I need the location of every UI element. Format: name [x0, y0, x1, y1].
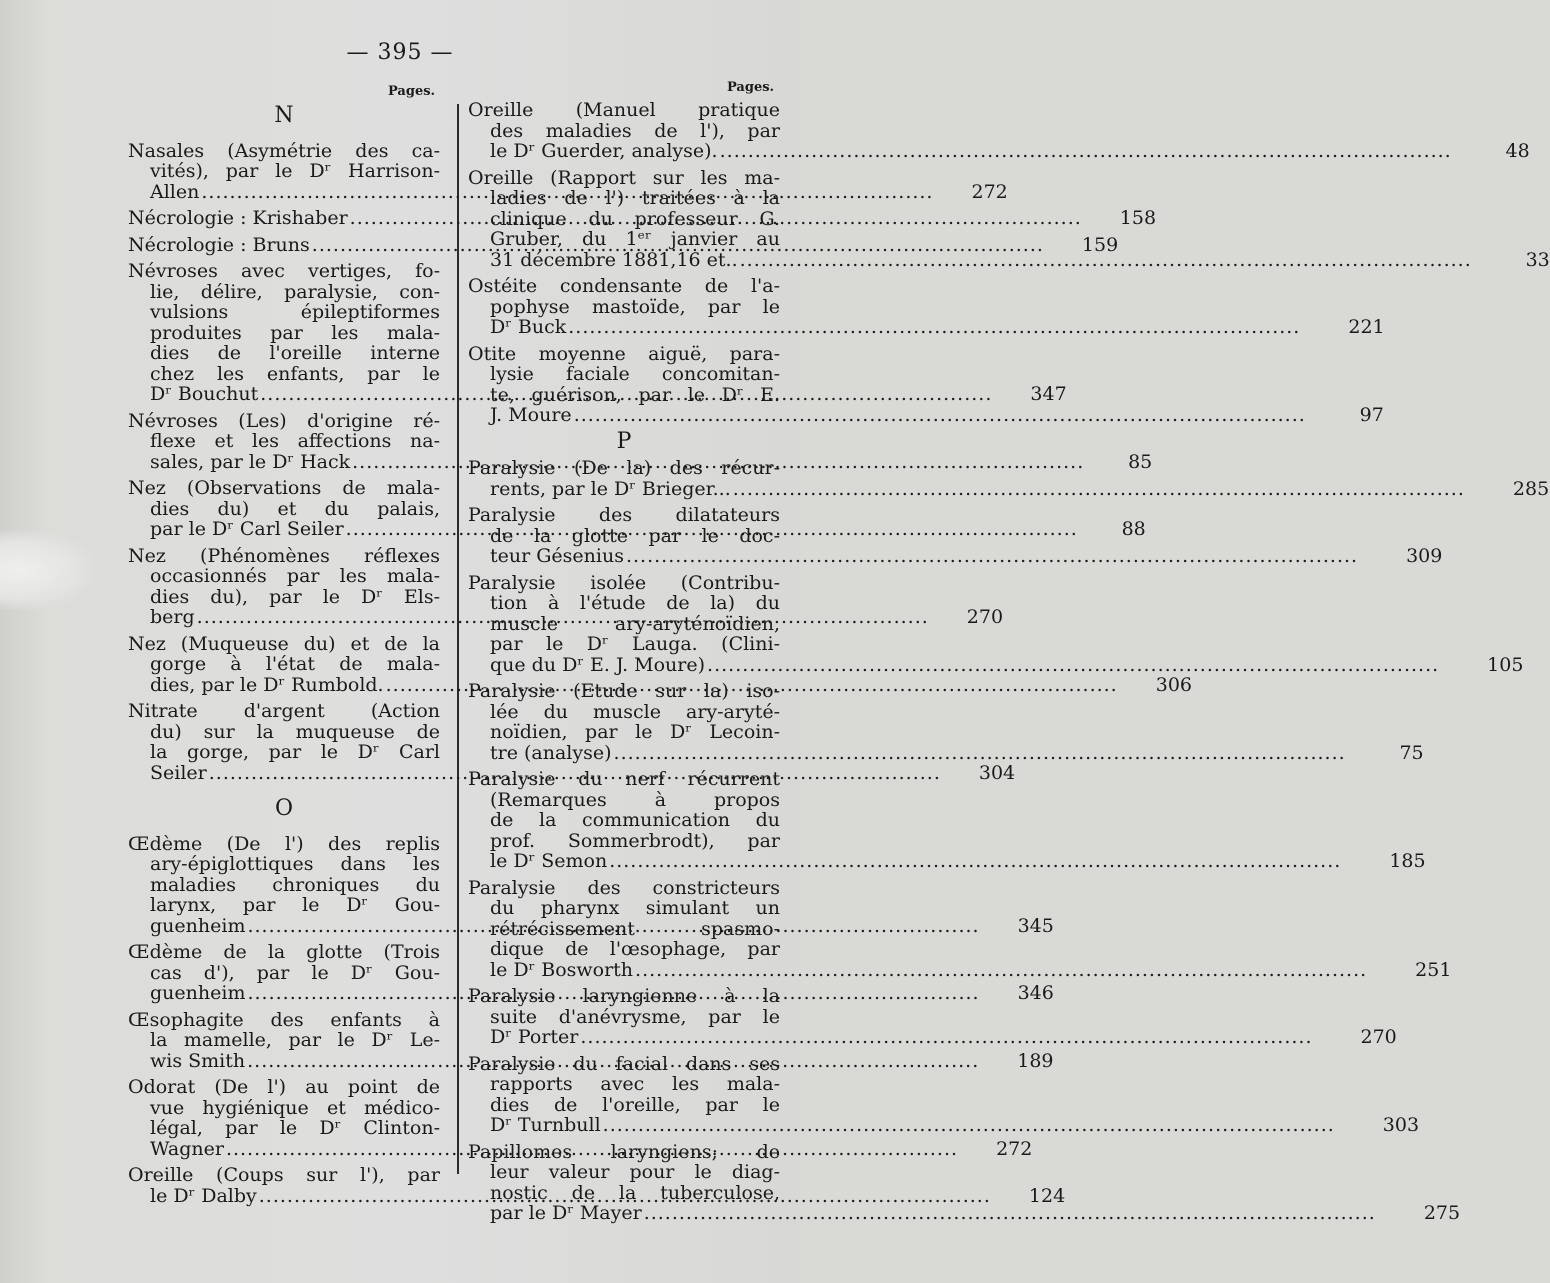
entry-text: te, guérison, par le Dʳ E. [490, 383, 780, 406]
entry-line [128, 654, 440, 675]
entry-text: Œsophagite des enfants à [128, 1008, 440, 1031]
entry-line [128, 875, 440, 896]
entry-text: (Remarques à propos [490, 788, 780, 811]
entry-line [128, 141, 440, 162]
entry-line [468, 545, 1443, 567]
entry-page-number: 124 [1028, 1184, 1066, 1207]
entry-line [468, 1202, 1461, 1224]
entry-line [128, 478, 440, 499]
entry-text: vulsions épileptiformes [150, 301, 440, 323]
entry-line [468, 1142, 780, 1163]
entry-page-number: 347 [1030, 383, 1067, 405]
entry-text: Seiler [150, 761, 207, 784]
entry-text: dies, par le Dʳ Rumbold. [150, 673, 384, 696]
entry-line [128, 895, 440, 916]
entry-page-number: 48 [1505, 140, 1530, 162]
entry-line [468, 653, 1524, 676]
entry-text: par le Dʳ Lauga. (Clini- [490, 633, 780, 655]
entry-text: dies du), par le Dʳ Els- [150, 585, 440, 608]
entry-page-number: 306 [1155, 673, 1192, 696]
section-letter-n: N [274, 103, 294, 128]
entry-line [468, 229, 780, 250]
entry-line [128, 587, 440, 608]
entry-page-number: 85 [1128, 450, 1153, 473]
entry-page-number: 97 [1359, 404, 1384, 426]
entry-line [468, 100, 780, 121]
entry-line [468, 573, 780, 594]
entry-line [468, 681, 780, 702]
entry-text: noïdien, par le Dʳ Lecoin- [490, 721, 780, 743]
entry-line [468, 209, 780, 230]
entry-text: le Dʳ Dalby [150, 1184, 257, 1207]
paper-stain [0, 530, 95, 610]
index-entry [468, 275, 1385, 338]
entry-text: Oreille (Coups sur l'), par [128, 1164, 440, 1186]
entry-line [128, 499, 440, 520]
entry-text: berg [150, 606, 195, 628]
entry-text: Oreille (Manuel pratique [468, 99, 780, 121]
entry-text: Otite moyenne aiguë, para- [468, 342, 780, 365]
entry-text: tion à l'étude de la) du [490, 592, 780, 614]
entry-text: Paralysie (Etude sur la) iso- [468, 680, 780, 702]
entry-text: tre (analyse) [490, 741, 612, 764]
entry-page-number: 75 [1399, 741, 1424, 764]
entry-page-number: 309 [1406, 545, 1443, 567]
entry-text: ary-épiglottiques dans les [150, 853, 440, 875]
entry-text: vités), par le Dʳ Harrison- [150, 160, 440, 182]
entry-line [468, 986, 780, 1007]
column-divider [457, 104, 459, 1174]
entry-line [128, 963, 440, 984]
entry-line [128, 722, 440, 743]
entry-text: guenheim [150, 914, 246, 937]
entry-line [468, 790, 780, 811]
entry-text: la mamelle, par le Dʳ Le- [150, 1029, 440, 1051]
entry-line [128, 282, 440, 303]
entry-line [128, 364, 440, 385]
entry-text: Papillomes laryngiens; de [468, 1140, 780, 1163]
entry-line [468, 919, 780, 940]
entry-text: dies du) et du palais, [150, 497, 440, 520]
entry-text: Dʳ Turnbull [490, 1114, 601, 1136]
entry-line [128, 161, 440, 182]
entry-text: leur valeur pour le diag- [490, 1161, 780, 1183]
entry-line [128, 343, 440, 364]
entry-page-number: 346 [1017, 982, 1054, 1004]
entry-text: rétrécissement spasmo- [490, 917, 780, 940]
leader-dots [574, 405, 1306, 426]
entry-page-number: 33 [1525, 248, 1550, 271]
entry-line [468, 140, 1530, 162]
leader-dots [635, 960, 1367, 981]
leader-dots [720, 141, 1452, 162]
entry-line [128, 742, 440, 763]
entry-text: Paralysie laryngienne à la [468, 985, 780, 1007]
entry-text: Paralysie du nerf récurrent [468, 768, 780, 790]
entry-text: lysie faciale concomitan- [490, 363, 780, 385]
entry-page-number: 304 [978, 761, 1016, 784]
entry-text: rapports avec les mala- [490, 1073, 780, 1095]
entry-line [468, 276, 780, 297]
pages-label-left: Pages. [388, 84, 436, 99]
entry-text: clinique du professeur G. [490, 207, 780, 230]
entry-text: Nasales (Asymétrie des ca- [128, 139, 440, 162]
entry-line [128, 261, 440, 282]
entry-text: rents, par le Dʳ Brieger... [490, 477, 731, 500]
leader-dots [580, 1027, 1312, 1048]
entry-page-number: 285 [1512, 477, 1550, 500]
entry-line [128, 431, 440, 452]
entry-text: Gruber, du 1ᵉʳ janvier au [490, 228, 780, 250]
entry-line [468, 1095, 780, 1116]
entry-line [468, 316, 1385, 338]
entry-line [468, 1114, 1420, 1136]
entry-text: Dʳ Bouchut [150, 383, 259, 405]
entry-text: Névroses avec vertiges, fo- [128, 260, 440, 282]
index-entry [468, 457, 1550, 500]
entry-text: du pharynx simulant un [490, 897, 780, 919]
entry-text: de la communication du [490, 809, 780, 831]
entry-line [468, 831, 780, 852]
entry-text: Ostéite condensante de l'a- [468, 275, 780, 297]
leader-dots [733, 479, 1465, 500]
entry-line [468, 850, 1426, 872]
leader-dots [707, 655, 1439, 676]
entry-text: ladies de l') traitées à la [490, 187, 780, 209]
entry-text: Paralysie (De la) des récur- [468, 457, 780, 479]
entry-page-number: 303 [1382, 1114, 1420, 1136]
entry-page-number: 185 [1389, 850, 1426, 872]
entry-text: de la glotte par le doc- [490, 524, 780, 547]
entry-page-number: 105 [1487, 653, 1524, 676]
entry-line [468, 741, 1424, 764]
entry-line [128, 701, 440, 722]
entry-text: 31 décembre 1881,16 et.. [490, 248, 738, 271]
entry-line [128, 854, 440, 875]
leader-dots [568, 317, 1300, 338]
entry-line [128, 1165, 440, 1186]
entry-line [128, 566, 440, 587]
entry-page-number: 251 [1415, 958, 1452, 981]
entry-line [468, 505, 780, 526]
entry-text: dies de l'oreille, par le [490, 1093, 780, 1116]
section-letter-o: O [274, 796, 294, 821]
entry-line [468, 722, 780, 743]
section-letter-p: P [616, 428, 632, 454]
entry-text: guenheim [150, 982, 246, 1004]
entry-text: Nez (Phénomènes réflexes [128, 544, 440, 567]
entry-text: wis Smith [150, 1049, 246, 1072]
entry-text: Nécrologie : Bruns [128, 233, 310, 256]
entry-text: flexe et les affections na- [150, 430, 440, 452]
entry-text: dies de l'oreille interne [150, 342, 440, 364]
entry-line [128, 1098, 440, 1119]
entry-page-number: 158 [1119, 207, 1157, 229]
leader-dots [609, 851, 1341, 872]
entry-line [468, 939, 780, 960]
entry-text: Nez (Muqueuse du) et de la [128, 632, 440, 655]
entry-line [468, 1162, 780, 1183]
entry-line [128, 546, 440, 567]
entry-text: légal, par le Dʳ Clinton- [150, 1117, 440, 1139]
entry-text: larynx, par le Dʳ Gou- [150, 894, 440, 916]
entry-line [468, 898, 780, 919]
entry-line [128, 411, 440, 432]
entry-page-number: 272 [971, 180, 1008, 203]
entry-text: maladies chroniques du [150, 873, 440, 896]
entry-line [468, 1026, 1397, 1048]
entry-line [468, 593, 780, 614]
entry-text: J. Moure [490, 404, 572, 426]
entry-text: Oreille (Rapport sur les ma- [468, 166, 780, 189]
entry-text: Allen [150, 180, 200, 203]
entry-line [128, 1010, 440, 1031]
entry-text: Paralysie des dilatateurs [468, 504, 780, 526]
entry-line [468, 769, 780, 790]
entry-page-number: 275 [1423, 1202, 1461, 1224]
pages-label-right: Pages. [727, 80, 775, 95]
entry-text: Paralysie du facial dans ses [468, 1052, 780, 1075]
entry-line [468, 526, 780, 547]
entry-line [468, 1074, 780, 1095]
entry-line [468, 248, 1550, 271]
entry-text: prof. Sommerbrodt), par [490, 829, 780, 852]
entry-line [468, 634, 780, 655]
entry-text: Odorat (De l') au point de [128, 1076, 440, 1098]
entry-text: lie, délire, paralysie, con- [150, 280, 440, 303]
entry-text: Nez (Observations de mala- [128, 477, 440, 499]
entry-text: suite d'anévrysme, par le [490, 1005, 780, 1028]
entry-text: Paralysie isolée (Contribu- [468, 571, 780, 594]
entry-text: le Dʳ Bosworth [490, 958, 634, 981]
page-number: — 395 — [346, 40, 454, 65]
entry-text: le Dʳ Guerder, analyse). [490, 140, 718, 162]
entry-line [468, 1054, 780, 1075]
entry-line [468, 344, 780, 365]
entry-line [468, 1007, 780, 1028]
entry-page-number: 88 [1121, 518, 1146, 540]
entry-line [468, 404, 1384, 426]
entry-line [128, 634, 440, 655]
entry-text: pophyse mastoïde, par le [490, 295, 780, 318]
entry-text: occasionnés par les mala- [150, 565, 440, 587]
entry-text: Wagner [150, 1137, 224, 1160]
entry-text: Névroses (Les) d'origine ré- [128, 409, 440, 432]
entry-line [468, 477, 1550, 500]
entry-line [128, 942, 440, 963]
entry-line [128, 834, 440, 855]
entry-text: Dʳ Buck [490, 316, 567, 338]
entry-line [468, 614, 780, 635]
entry-line [128, 1077, 440, 1098]
entry-line [468, 188, 780, 209]
entry-text: Œdème de la glotte (Trois [128, 941, 440, 963]
entry-line [468, 168, 780, 189]
entry-text: cas d'), par le Dʳ Gou- [150, 961, 440, 984]
index-entry [468, 99, 1530, 162]
entry-line [468, 364, 780, 385]
entry-page-number: 270 [1360, 1026, 1397, 1048]
entry-text: par le Dʳ Carl Seiler [150, 518, 344, 540]
entry-text: Paralysie des constricteurs [468, 876, 780, 899]
entry-text: lée du muscle ary-aryté- [490, 700, 780, 723]
entry-line [468, 1183, 780, 1204]
entry-text: que du Dʳ E. J. Moure) [490, 653, 706, 676]
entry-line [468, 878, 780, 899]
entry-line [128, 323, 440, 344]
entry-text: Nécrologie : Krishaber [128, 207, 348, 229]
leader-dots [644, 1203, 1376, 1224]
entry-text: Œdème (De l') des replis [128, 832, 440, 855]
entry-text: Nitrate d'argent (Action [128, 700, 440, 722]
entry-text: muscle ary-aryténoïdien, [490, 612, 780, 635]
entry-page-number: 270 [966, 606, 1004, 628]
entry-line [128, 302, 440, 323]
entry-page-number: 159 [1081, 233, 1119, 256]
leader-dots [614, 743, 1346, 764]
entry-line [468, 810, 780, 831]
entry-text: du) sur la muqueuse de [150, 720, 440, 743]
entry-text: le Dʳ Semon [490, 850, 608, 872]
entry-text: dique de l'œsophage, par [490, 938, 780, 960]
entry-text: produites par les mala- [150, 321, 440, 344]
entry-text: gorge à l'état de mala- [150, 653, 440, 675]
entry-page-number: 189 [1017, 1049, 1054, 1072]
entry-text: Dʳ Porter [490, 1026, 579, 1048]
entry-text: la gorge, par le Dʳ Carl [150, 741, 440, 763]
entry-text: par le Dʳ Mayer [490, 1202, 642, 1224]
entry-line [128, 1118, 440, 1139]
entry-text: des maladies de l'), par [490, 119, 780, 142]
entry-line [468, 385, 780, 406]
entry-line [468, 958, 1452, 981]
entry-line [468, 297, 780, 318]
entry-page-number: 345 [1017, 914, 1054, 937]
entry-text: chez les enfants, par le [150, 362, 440, 385]
entry-page-number: 221 [1348, 316, 1385, 338]
entry-text: sales, par le Dʳ Hack [150, 450, 351, 473]
leader-dots [740, 250, 1472, 271]
entry-text: vue hygiénique et médico- [150, 1096, 440, 1119]
entry-line [468, 121, 780, 142]
entry-text: teur Gésenius [490, 545, 624, 567]
entry-page-number: 272 [996, 1137, 1033, 1160]
entry-line [128, 1030, 440, 1051]
entry-line [468, 702, 780, 723]
entry-text: nostic de la tuberculose, [490, 1181, 780, 1204]
leader-dots [603, 1115, 1335, 1136]
entry-line [468, 458, 780, 479]
leader-dots [626, 546, 1358, 567]
